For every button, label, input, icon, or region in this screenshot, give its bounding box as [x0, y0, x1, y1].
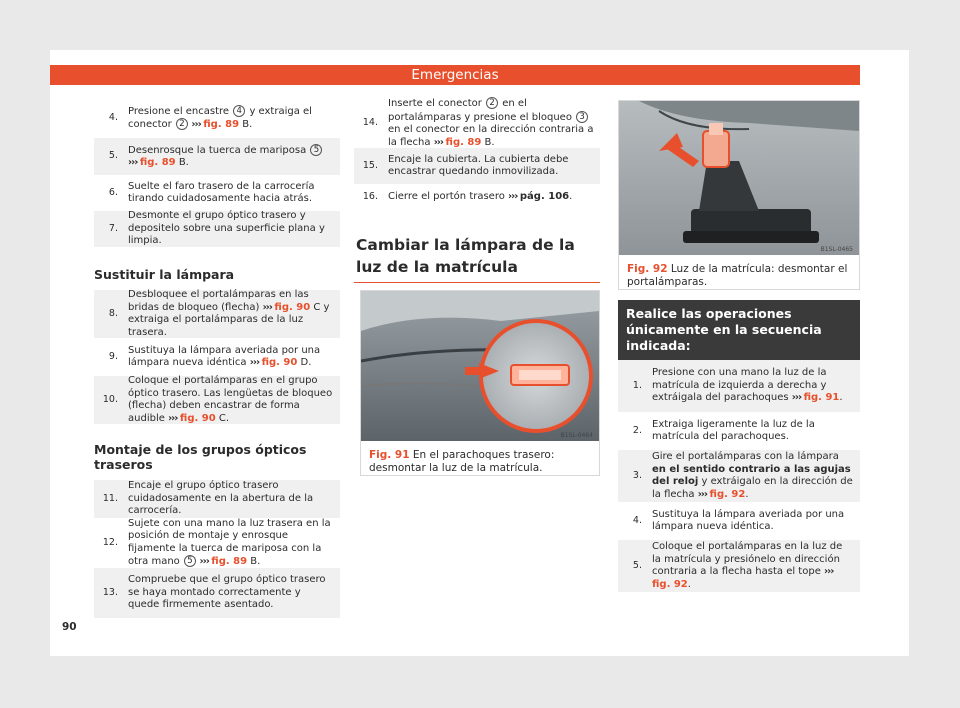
step-12: [94, 518, 340, 568]
figure-code: B1SL-0464: [560, 432, 593, 439]
figure-link[interactable]: fig. 92: [709, 488, 746, 500]
step-text: Compruebe que el grupo óptico trasero se haya montado correctamente y quede firmemente asentado.: [128, 574, 326, 611]
figure-link[interactable]: fig. 92: [652, 578, 688, 590]
step-text: Presione el encastre 4 y extraiga el conector 2 ››› fig. 89 B.: [128, 105, 312, 130]
step-text: Desbloquee el portalámparas en las bridas de bloqueo (flecha) ››› fig. 90 C y extraiga el portalámparas de la luz trasera.: [128, 289, 330, 338]
step-11: [94, 480, 340, 518]
step-text: Sustituya la lámpara averiada por una lámpara nueva idéntica ››› fig. 90 D.: [128, 344, 321, 368]
figure-link[interactable]: fig. 89: [211, 556, 248, 567]
step-number: 13.: [102, 586, 118, 598]
column-left: [94, 98, 340, 618]
step-text: Coloque el portalámparas en la luz de la matrícula y presiónelo en dirección contraria a la flecha hasta el tope ››› fig. 92.: [652, 541, 843, 590]
step-14: [354, 98, 600, 148]
note-step-3: [618, 450, 860, 502]
page-number: 90: [62, 621, 77, 633]
step-number: 9.: [108, 350, 118, 362]
figure-link[interactable]: fig. 90: [179, 412, 216, 424]
step-5: [94, 138, 340, 175]
step-number: 6.: [108, 186, 118, 198]
step-number: 11.: [102, 492, 118, 504]
figure-92: [618, 100, 860, 290]
step-text: Presione con una mano la luz de la matrícula de izquierda a derecha y extráigala del parachoques ››› fig. 91.: [652, 367, 843, 404]
callout-marker: 2: [486, 97, 498, 109]
step-text: Desmonte el grupo óptico trasero y depositelo sobre una superficie plana y limpia.: [128, 210, 325, 247]
step-6: [94, 175, 340, 211]
figure-link[interactable]: fig. 90: [261, 357, 298, 368]
step-text: Cierre el portón trasero ››› pág. 106.: [388, 190, 573, 202]
step-text: Encaje el grupo óptico trasero cuidadosamente en la abertura de la carrocería.: [128, 480, 314, 517]
note-step-2: [618, 412, 860, 450]
step-number: 8.: [108, 307, 118, 319]
step-number: 7.: [108, 222, 118, 234]
step-number: 16.: [362, 190, 378, 202]
step-number: 5.: [632, 559, 642, 571]
step-number: 15.: [362, 159, 378, 171]
figure-link[interactable]: fig. 90: [274, 301, 311, 313]
note-step-4: [618, 502, 860, 540]
step-text: Encaje la cubierta. La cubierta debe encastrar quedando inmovilizada.: [388, 153, 569, 177]
step-number: 10.: [102, 393, 118, 405]
step-text: Extraiga ligeramente la luz de la matrícula del parachoques.: [652, 418, 815, 442]
section-title: Cambiar la lámpara de la luz de la matrícula: [354, 234, 600, 283]
step-16: [354, 184, 600, 210]
lamp-holder-image: [619, 101, 859, 255]
figure-91: [360, 290, 600, 476]
step-number: 3.: [632, 469, 642, 481]
figure-caption: Fig. 92 Luz de la matrícula: desmontar el portalámparas.: [627, 263, 848, 288]
step-text: Desenrosque la tuerca de mariposa 5 ››› fig. 89 B.: [128, 144, 334, 170]
figure-link[interactable]: fig. 89: [445, 136, 482, 148]
step-7: [94, 211, 340, 247]
step-number: 14.: [362, 116, 378, 128]
step-text: Suelte el faro trasero de la carrocería tirando cuidadosamente hacia atrás.: [128, 180, 315, 204]
callout-marker: 5: [310, 144, 322, 156]
step-number: 4.: [108, 111, 118, 123]
page-link[interactable]: pág. 106: [519, 190, 570, 202]
section-title: Sustituir la lámpara: [94, 267, 235, 282]
step-4: [94, 98, 340, 138]
step-number: 12.: [102, 536, 118, 548]
figure-link[interactable]: fig. 91: [803, 392, 840, 404]
step-8: [94, 290, 340, 338]
note-step-5: [618, 540, 860, 592]
step-13: [94, 568, 340, 618]
page-header: [50, 65, 860, 85]
header-title: Emergencias: [411, 67, 499, 83]
step-number: 5.: [108, 150, 118, 162]
figure-code: B1SL-0465: [820, 246, 853, 253]
license-light-bumper-image: [361, 291, 599, 441]
callout-marker: 2: [176, 118, 188, 130]
step-10: [94, 376, 340, 424]
callout-marker: 4: [233, 105, 245, 117]
section-title: Montaje de los grupos ópticos traseros: [94, 442, 307, 472]
step-15: [354, 148, 600, 184]
step-text: Coloque el portalámparas en el grupo óptico trasero. Las lengüetas de bloqueo (flecha) deben encastrar de forma audible ››› fig. 90 C.: [128, 375, 333, 424]
column-right: [618, 300, 860, 592]
step-9: [94, 338, 340, 376]
step-text: Inserte el conector 2 en el portalámparas y presione el bloqueo 3 en el conector en la dirección contraria a la flecha ››› fig. 89 B.: [388, 98, 594, 148]
callout-marker: 3: [576, 111, 588, 123]
step-text: Sustituya la lámpara averiada por una lámpara nueva idéntica.: [652, 508, 845, 532]
step-number: 4.: [632, 514, 642, 526]
step-number: 2.: [632, 424, 642, 436]
figure-caption: Fig. 91 En el parachoques trasero: desmontar la luz de la matrícula.: [369, 449, 555, 474]
column-middle: [354, 98, 600, 283]
figure-link[interactable]: fig. 89: [203, 119, 240, 130]
step-text: Gire el portalámparas con la lámpara en el sentido contrario a las agujas del reloj y extráigalo en la dirección de la flecha ››› fig. 92.: [652, 451, 853, 500]
step-text: Sujete con una mano la luz trasera en la posición de montaje y enrosque fijamente la tuerca de mariposa con la otra mano 5 ››› fig. 89 B.: [128, 517, 331, 567]
step-number: 1.: [632, 379, 642, 391]
callout-marker: 5: [184, 555, 196, 567]
figure-link[interactable]: fig. 89: [139, 157, 176, 168]
note-title: Realice las operaciones únicamente en la secuencia indicada:: [618, 300, 860, 360]
note-step-1: [618, 360, 860, 412]
